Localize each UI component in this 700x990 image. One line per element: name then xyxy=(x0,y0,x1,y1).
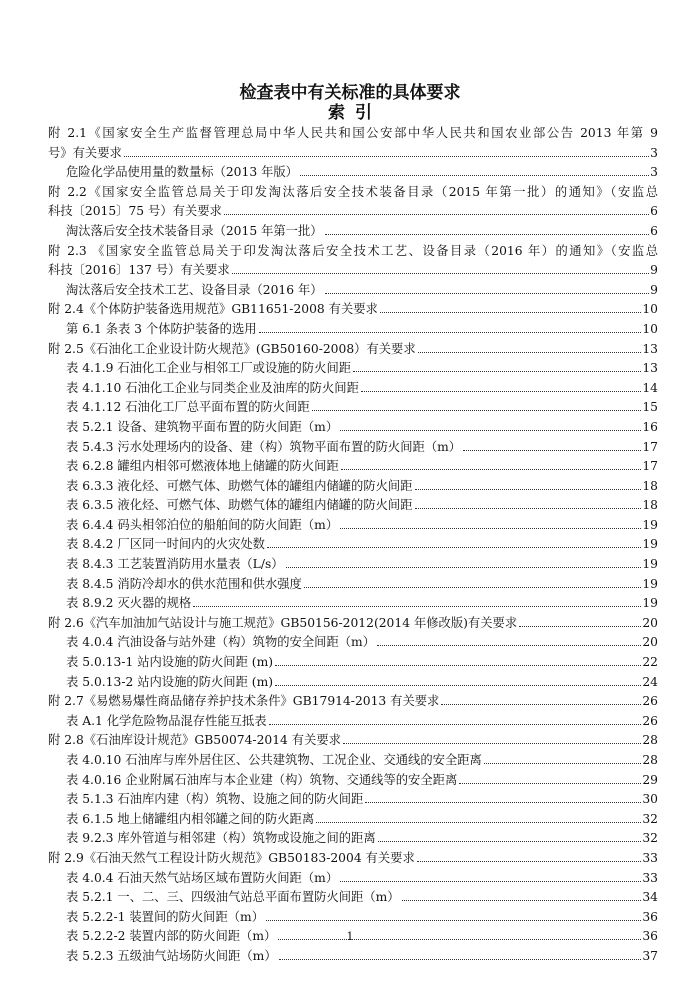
toc-dot-leader xyxy=(463,449,641,451)
toc-entry-text: 表 4.0.10 石油库与库外居住区、公共建筑物、工况企业、交通线的安全距离 xyxy=(66,753,482,767)
toc-entry-text: 表 8.4.2 厂区同一时间内的火灾处数 xyxy=(66,537,265,552)
toc-dot-leader xyxy=(286,566,642,568)
toc-entry[interactable] xyxy=(48,692,658,712)
toc-dot-leader xyxy=(441,703,641,705)
toc-dot-leader xyxy=(279,958,642,960)
toc-entry-text: 科技〔2015〕75 号）有关要求 xyxy=(48,204,222,219)
toc-entry-line xyxy=(48,359,658,379)
toc-entry-text: 表 6.3.5 液化烃、可燃气体、助燃气体的罐组内储罐的防火间距 xyxy=(66,498,413,513)
page-title: 检查表中有关标准的具体要求 xyxy=(239,83,461,103)
toc-dot-leader xyxy=(341,468,642,470)
toc-page-number: 37 xyxy=(642,948,658,963)
toc-entry[interactable] xyxy=(48,555,658,575)
toc-entry-line xyxy=(48,751,658,771)
toc-dot-leader xyxy=(353,370,641,372)
toc-entry[interactable] xyxy=(48,653,658,673)
toc-entry-text: 表 5.2.2-2 装置内部的防火间距（m） xyxy=(66,929,277,944)
toc-entry[interactable] xyxy=(48,810,658,830)
toc-entry[interactable] xyxy=(48,340,658,360)
toc-dot-leader xyxy=(519,625,641,627)
toc-page-number: 32 xyxy=(642,811,658,826)
toc-page-number: 19 xyxy=(642,517,658,532)
toc-dot-leader xyxy=(304,586,641,588)
toc-page-number: 18 xyxy=(642,478,658,493)
toc-entry[interactable] xyxy=(48,869,658,889)
toc-entry-text: 表 4.0.4 汽油设备与站外建（构）筑物的安全间距（m） xyxy=(66,635,376,650)
toc-entry-line xyxy=(48,849,658,869)
toc-page-number: 24 xyxy=(642,674,658,689)
toc-page-number: 28 xyxy=(642,733,658,748)
toc-entry-text: 附 2.7《易燃易爆性商品储存养护技术条件》GB17914-2013 有关要求 xyxy=(48,694,440,709)
toc-page-number: 20 xyxy=(642,615,658,630)
toc-dot-leader xyxy=(484,762,642,764)
toc-entry[interactable] xyxy=(48,222,658,242)
toc-dot-leader xyxy=(325,292,649,294)
toc-entry-line xyxy=(48,202,658,222)
toc-entry-line xyxy=(48,692,658,712)
toc-entry[interactable] xyxy=(48,849,658,869)
toc-entry-line xyxy=(48,712,658,732)
toc-entry[interactable] xyxy=(48,398,658,418)
toc-dot-leader xyxy=(275,684,641,686)
toc-entry-text: 表 8.4.5 消防冷却水的供水范围和供水强度 xyxy=(66,576,302,591)
toc-page-number: 33 xyxy=(642,850,658,865)
toc-entry-text: 表 6.1.5 地上储罐组内相邻罐之间的防火距离 xyxy=(66,811,315,826)
toc-page-number: 13 xyxy=(642,341,658,356)
toc-entry[interactable] xyxy=(48,771,658,791)
toc-dot-leader xyxy=(402,899,642,901)
toc-entry-text: 附 2.9《石油天然气工程设计防火规范》GB50183-2004 有关要求 xyxy=(48,850,415,865)
toc-entry[interactable] xyxy=(48,242,658,281)
toc-dot-leader xyxy=(378,840,642,842)
toc-page-number: 22 xyxy=(642,655,658,670)
toc-entry[interactable] xyxy=(48,908,658,928)
toc-page-number: 28 xyxy=(642,753,658,767)
toc-page-number: 16 xyxy=(642,419,658,434)
toc-dot-leader xyxy=(415,488,642,490)
toc-entry[interactable] xyxy=(48,535,658,555)
toc-page-number: 36 xyxy=(642,929,658,944)
toc-entry-text-line1: 附 2.2《国家安全监管总局关于印发淘汰落后安全技术装备目录（2015 年第一批）的通知》（安监总 xyxy=(48,184,658,199)
toc-page-number: 19 xyxy=(642,557,658,572)
toc-dot-leader xyxy=(377,644,641,646)
toc-dot-leader xyxy=(325,233,649,235)
toc-page-number: 19 xyxy=(642,537,658,552)
toc-page-number: 20 xyxy=(642,635,658,650)
toc-page-number: 33 xyxy=(642,870,658,885)
toc-entry[interactable] xyxy=(48,751,658,771)
toc-dot-leader xyxy=(316,821,641,823)
toc-page-number: 30 xyxy=(642,792,658,807)
toc-entry-text: 表 5.0.13-2 站内设施的防火间距 (m) xyxy=(66,674,274,689)
toc-entry-line xyxy=(48,908,658,928)
toc-dot-leader xyxy=(340,527,641,529)
toc-entry-line xyxy=(48,379,658,399)
toc-dot-leader xyxy=(267,546,641,548)
toc-entry-text: 表 4.1.10 石油化工企业与同类企业及油库的防火间距 xyxy=(66,380,359,395)
toc-entry-text: 表 5.1.3 石油库内建（构）筑物、设施之间的防火间距 xyxy=(66,792,364,807)
toc-entry-line xyxy=(48,555,658,575)
toc-entry[interactable] xyxy=(48,614,658,634)
toc-entry-text: 淘汰落后安全技术工艺、设备目录（2016 年） xyxy=(66,282,323,297)
toc-entry-line xyxy=(48,281,658,301)
toc-entry-line xyxy=(48,888,658,908)
toc-entry-text: 表 9.2.3 库外管道与相邻建（构）筑物或设施之间的距离 xyxy=(66,831,376,846)
toc-entry[interactable] xyxy=(48,888,658,908)
toc-dot-leader xyxy=(232,272,649,274)
toc-dot-leader xyxy=(266,919,641,921)
toc-entry-line xyxy=(48,340,658,360)
toc-entry[interactable] xyxy=(48,516,658,536)
toc-entry-line xyxy=(48,869,658,889)
toc-page-number: 10 xyxy=(642,302,658,317)
toc-page-number: 3 xyxy=(650,165,658,180)
toc-dot-leader xyxy=(340,429,641,431)
toc-entry[interactable] xyxy=(48,731,658,751)
toc-entry-line xyxy=(48,438,658,458)
toc-entry-text: 附 2.8《石油库设计规范》GB50074-2014 有关要求 xyxy=(48,733,341,748)
toc-dot-leader xyxy=(275,664,641,666)
toc-dot-leader xyxy=(340,880,641,882)
toc-entry-text: 表 5.2.1 一、二、三、四级油气站总平面布置防火间距（m） xyxy=(66,890,400,905)
toc-entry-text: 附 2.5《石油化工企业设计防火规范》(GB50160-2008）有关要求 xyxy=(48,341,416,356)
toc-entry-line xyxy=(48,300,658,320)
toc-page-number: 26 xyxy=(642,694,658,709)
toc-page-number: 26 xyxy=(642,713,658,728)
toc-page-number: 6 xyxy=(650,204,658,219)
toc-page-number: 6 xyxy=(650,223,658,238)
toc-entry-line xyxy=(48,633,658,653)
toc-entry-text: 淘汰落后安全技术装备目录（2015 年第一批） xyxy=(66,223,323,238)
toc-dot-leader xyxy=(417,860,642,862)
toc-dot-leader xyxy=(380,311,641,313)
toc-entry-text: 表 8.9.2 灭火器的规格 xyxy=(66,596,192,611)
toc-page-number: 15 xyxy=(642,400,658,415)
toc-page-number: 29 xyxy=(642,772,658,787)
toc-entry-text: 科技〔2016〕137 号）有关要求 xyxy=(48,263,230,278)
toc-entry[interactable] xyxy=(48,457,658,477)
toc-entry[interactable] xyxy=(48,947,658,967)
toc-entry-text: 表 4.0.16 企业附属石油库与本企业建（构）筑物、交通线等的安全距离 xyxy=(66,772,458,787)
toc-page-number: 9 xyxy=(650,263,658,278)
toc-dot-leader xyxy=(269,723,642,725)
toc-entry-line xyxy=(48,810,658,830)
toc-entry[interactable] xyxy=(48,438,658,458)
toc-entry-line xyxy=(48,731,658,751)
toc-entry[interactable] xyxy=(48,183,658,222)
toc-page-number: 10 xyxy=(642,321,658,336)
toc-dot-leader xyxy=(343,742,641,744)
toc-dot-leader xyxy=(365,801,641,803)
toc-entry[interactable] xyxy=(48,829,658,849)
toc-entry[interactable] xyxy=(48,712,658,732)
toc-entry-text-line1: 附 2.1《国家安全生产监督管理总局中华人民共和国公安部中华人民共和国农业部公告 2013 年第 9 xyxy=(48,126,658,140)
toc-page-number: 19 xyxy=(642,596,658,611)
toc-entry-line xyxy=(48,614,658,634)
toc-entry[interactable] xyxy=(48,790,658,810)
toc-dot-leader xyxy=(193,605,641,607)
toc-dot-leader xyxy=(459,782,641,784)
toc-entry-text: 表 6.2.8 罐组内相邻可燃液体地上储罐的防火间距 xyxy=(66,459,339,474)
toc-entry-line xyxy=(48,594,658,614)
toc-entry[interactable] xyxy=(48,320,658,340)
toc-entry-text: 表 5.2.2-1 装置间的防火间距（m） xyxy=(66,909,265,924)
toc-entry-text: 号》有关要求 xyxy=(48,145,122,160)
toc-page-number: 3 xyxy=(650,145,658,160)
toc-dot-leader xyxy=(312,409,642,411)
toc-entry-line xyxy=(48,496,658,516)
toc-entry-line xyxy=(48,457,658,477)
toc-page-number: 17 xyxy=(642,439,658,454)
toc-entry-line xyxy=(48,144,658,164)
toc-entry-text: 表 6.4.4 码头相邻泊位的船舶间的防火间距（m） xyxy=(66,517,339,532)
toc-page-number: 18 xyxy=(642,498,658,513)
page-number: 1 xyxy=(346,930,354,943)
toc-dot-leader xyxy=(415,507,642,509)
toc-entry-line xyxy=(48,477,658,497)
toc-entry-line xyxy=(48,575,658,595)
toc-entry-text-line1: 附 2.3 《国家安全监管总局关于印发淘汰落后安全技术工艺、设备目录（2016 年）的通知》（安监总 xyxy=(48,243,658,258)
toc-entry-line xyxy=(48,653,658,673)
toc-entry[interactable] xyxy=(48,379,658,399)
toc-dot-leader xyxy=(224,213,649,215)
toc-entry-text: 附 2.6《汽车加油加气站设计与施工规范》GB50156-2012(2014 年修改版)有关要求 xyxy=(48,615,518,630)
toc-entry-line xyxy=(48,320,658,340)
toc-entry-text: 附 2.4《个体防护装备选用规范》GB11651-2008 有关要求 xyxy=(48,302,378,317)
table-of-contents xyxy=(48,124,658,967)
toc-entry[interactable] xyxy=(48,633,658,653)
toc-entry-text: 表 A.1 化学危险物品混存性能互抵表 xyxy=(66,713,267,728)
toc-entry-line xyxy=(48,516,658,536)
toc-dot-leader xyxy=(300,174,649,176)
toc-entry-text: 危险化学品使用量的数量标（2013 年版） xyxy=(66,165,298,180)
toc-dot-leader xyxy=(361,390,641,392)
toc-entry-text: 表 5.2.1 设备、建筑物平面布置的防火间距（m） xyxy=(66,419,339,434)
toc-entry[interactable] xyxy=(48,575,658,595)
toc-entry-line xyxy=(48,771,658,791)
toc-entry[interactable] xyxy=(48,359,658,379)
toc-page-number: 9 xyxy=(650,282,658,297)
toc-entry-text: 表 5.2.3 五级油气站场防火间距（m） xyxy=(66,948,277,963)
toc-entry[interactable] xyxy=(48,418,658,438)
toc-entry-line xyxy=(48,673,658,693)
toc-entry-text: 第 6.1 条表 3 个体防护装备的选用 xyxy=(66,321,257,336)
toc-page-number: 14 xyxy=(642,380,658,395)
toc-entry[interactable] xyxy=(48,594,658,614)
toc-entry-line xyxy=(48,790,658,810)
toc-entry-line xyxy=(48,829,658,849)
toc-entry[interactable] xyxy=(48,281,658,301)
toc-page-number: 32 xyxy=(642,831,658,846)
toc-entry-line xyxy=(48,398,658,418)
toc-dot-leader xyxy=(418,351,642,353)
toc-entry-text: 表 4.1.12 石油化工厂总平面布置的防火间距 xyxy=(66,400,310,415)
toc-entry-line xyxy=(48,535,658,555)
toc-entry-line xyxy=(48,261,658,281)
toc-entry-line xyxy=(48,222,658,242)
toc-entry-text: 表 6.3.3 液化烃、可燃气体、助燃气体的罐组内储罐的防火间距 xyxy=(66,478,413,493)
toc-entry-text: 表 4.1.9 石油化工企业与相邻工厂或设施的防火间距 xyxy=(66,361,352,376)
toc-entry-text: 表 8.4.3 工艺装置消防用水量表（L/s） xyxy=(66,557,284,572)
toc-entry-text: 表 5.0.13-1 站内设施的防火间距 (m) xyxy=(66,655,274,670)
toc-dot-leader xyxy=(259,331,642,333)
toc-entry-line xyxy=(48,418,658,438)
toc-page-number: 17 xyxy=(642,459,658,474)
toc-page-number: 36 xyxy=(642,909,658,924)
toc-entry[interactable] xyxy=(48,300,658,320)
page-subtitle: 索引 xyxy=(328,103,382,123)
toc-entry[interactable] xyxy=(48,673,658,693)
toc-entry-line xyxy=(48,163,658,183)
toc-entry[interactable] xyxy=(48,477,658,497)
toc-page-number: 19 xyxy=(642,576,658,591)
toc-entry-text: 表 5.4.3 污水处理场内的设备、建（构）筑物平面布置的防火间距（m） xyxy=(66,439,462,454)
toc-entry[interactable] xyxy=(48,124,658,163)
toc-entry[interactable] xyxy=(48,496,658,516)
toc-page-number: 13 xyxy=(642,361,658,376)
toc-entry-text: 表 4.0.4 石油天然气站场区域布置防火间距（m） xyxy=(66,870,339,885)
toc-page-number: 34 xyxy=(642,890,658,905)
toc-entry[interactable] xyxy=(48,163,658,183)
toc-dot-leader xyxy=(124,155,649,157)
toc-entry-line xyxy=(48,947,658,967)
